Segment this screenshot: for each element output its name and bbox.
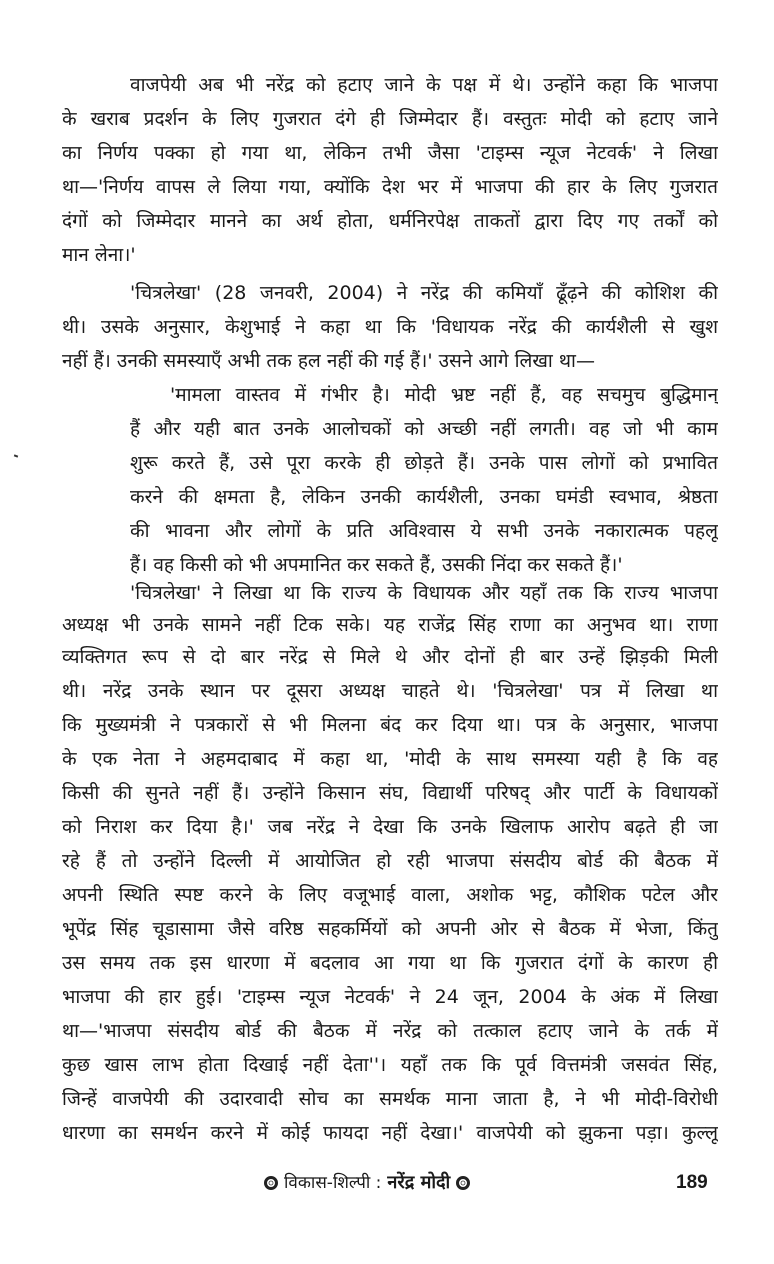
text-line: का निर्णय पक्का हो गया था, लेकिन तभी जैसा 'टाइम्स न्यूज नेटवर्क' ने लिखा — [62, 142, 718, 164]
quote-line: हैं। वह किसी को भी अपमानित कर सकते हैं, उसकी निंदा कर सकते हैं।' — [130, 554, 623, 576]
text-line: वाजपेयी अब भी नरेंद्र को हटाए जाने के पक्ष में थे। उन्होंने कहा कि भाजपा — [130, 74, 718, 96]
footer-title-regular: विकास-शिल्पी : — [284, 1173, 382, 1193]
quote-line: शुरू करते हैं, उसे पूरा करके ही छोड़ते हैं। उनके पास लोगों को प्रभावित — [130, 452, 718, 474]
text-line: था—'भाजपा संसदीय बोर्ड की बैठक में नरेंद्र को तत्काल हटाए जाने के तर्क में — [62, 1020, 718, 1042]
text-line: था—'निर्णय वापस ले लिया गया, क्योंकि देश भर में भाजपा की हार के लिए गुजरात — [62, 176, 718, 198]
text-line: के खराब प्रदर्शन के लिए गुजरात दंगे ही जिम्मेदार हैं। वस्तुतः मोदी को हटाए जाने — [62, 108, 718, 130]
text-line: कि मुख्यमंत्री ने पत्रकारों से भी मिलना बंद कर दिया था। पत्र के अनुसार, भाजपा — [62, 714, 718, 736]
running-footer-title — [264, 1168, 470, 1198]
text-line: दंगों को जिम्मेदार मानने का अर्थ होता, धर्मनिरपेक्ष ताकतों द्वारा दिए गए तर्कों को — [62, 210, 718, 232]
text-line: मान लेना।' — [62, 244, 136, 266]
quote-line: हैं और यही बात उनके आलोचकों को अच्छी नहीं लगती। वह जो भी काम — [130, 418, 718, 440]
text-line: थी। नरेंद्र उनके स्थान पर दूसरा अध्यक्ष चाहते थे। 'चित्रलेखा' पत्र में लिखा था — [62, 680, 718, 702]
text-line: कुछ खास लाभ होता दिखाई नहीं देता''। यहाँ तक कि पूर्व वित्तमंत्री जसवंत सिंह, — [62, 1054, 718, 1076]
text-line: जिन्हें वाजपेयी की उदारवादी सोच का समर्थक माना जाता है, ने भी मोदी-विरोधी — [62, 1088, 718, 1110]
text-line: के एक नेता ने अहमदाबाद में कहा था, 'मोदी के साथ समस्या यही है कि वह — [62, 748, 718, 770]
page-footer — [0, 1168, 774, 1198]
quote-line: 'मामला वास्तव में गंभीर है। मोदी भ्रष्ट नहीं हैं, वह सचमुच बुद्धिमान् — [170, 384, 718, 406]
text-line: को निराश कर दिया है।' जब नरेंद्र ने देखा कि उनके खिलाफ आरोप बढ़ते ही जा — [62, 816, 718, 838]
quote-line: की भावना और लोगों के प्रति अविश्वास ये सभी उनके नकारात्मक पहलू — [130, 520, 718, 542]
text-line: अपनी स्थिति स्पष्ट करने के लिए वजूभाई वाला, अशोक भट्ट, कौशिक पटेल और — [62, 884, 718, 906]
text-line: 'चित्रलेखा' (28 जनवरी, 2004) ने नरेंद्र की कमियाँ ढूँढ़ने की कोशिश की — [130, 282, 718, 304]
quote-line: करने की क्षमता है, लेकिन उनकी कार्यशैली, उनका घमंडी स्वभाव, श्रेष्ठता — [130, 486, 718, 508]
footer-title-bold: नरेंद्र मोदी — [387, 1172, 451, 1193]
text-line: उस समय तक इस धारणा में बदलाव आ गया था कि गुजरात दंगों के कारण ही — [62, 952, 718, 974]
text-line: व्यक्तिगत रूप से दो बार नरेंद्र से मिले थे और दोनों ही बार उन्हें झिड़की मिली — [62, 646, 718, 668]
text-line-last: धारणा का समर्थन करने में कोई फायदा नहीं देखा।' वाजपेयी को झुकना पड़ा। कुल्लू — [62, 1122, 718, 1144]
text-line: थी। उसके अनुसार, केशुभाई ने कहा था कि 'विधायक नरेंद्र की कार्यशैली से खुश — [62, 316, 718, 338]
text-line: नहीं हैं। उनकी समस्याएँ अभी तक हल नहीं की गई हैं।' उसने आगे लिखा था— — [62, 350, 595, 372]
text-line: रहे हैं तो उन्होंने दिल्ली में आयोजित हो रही भाजपा संसदीय बोर्ड की बैठक में — [62, 850, 718, 872]
flower-ornament-icon — [456, 1176, 470, 1190]
text-line: भाजपा की हार हुई। 'टाइम्स न्यूज नेटवर्क' ने 24 जून, 2004 के अंक में लिखा — [62, 986, 718, 1008]
text-line: 'चित्रलेखा' ने लिखा था कि राज्य के विधायक और यहाँ तक कि राज्य भाजपा — [130, 582, 718, 604]
scan-speck — [14, 454, 18, 457]
text-line: अध्यक्ष भी उनके सामने नहीं टिक सके। यह राजेंद्र सिंह राणा का अनुभव था। राणा — [62, 614, 718, 636]
text-line: भूपेंद्र सिंह चूडासामा जैसे वरिष्ठ सहकर्मियों को अपनी ओर से बैठक में भेजा, किंतु — [62, 918, 718, 940]
text-line: किसी की सुनते नहीं हैं। उन्होंने किसान संघ, विद्यार्थी परिषद् और पार्टी के विधायकों — [62, 782, 718, 804]
flower-ornament-icon — [264, 1176, 278, 1190]
page-number: 189 — [676, 1172, 708, 1193]
